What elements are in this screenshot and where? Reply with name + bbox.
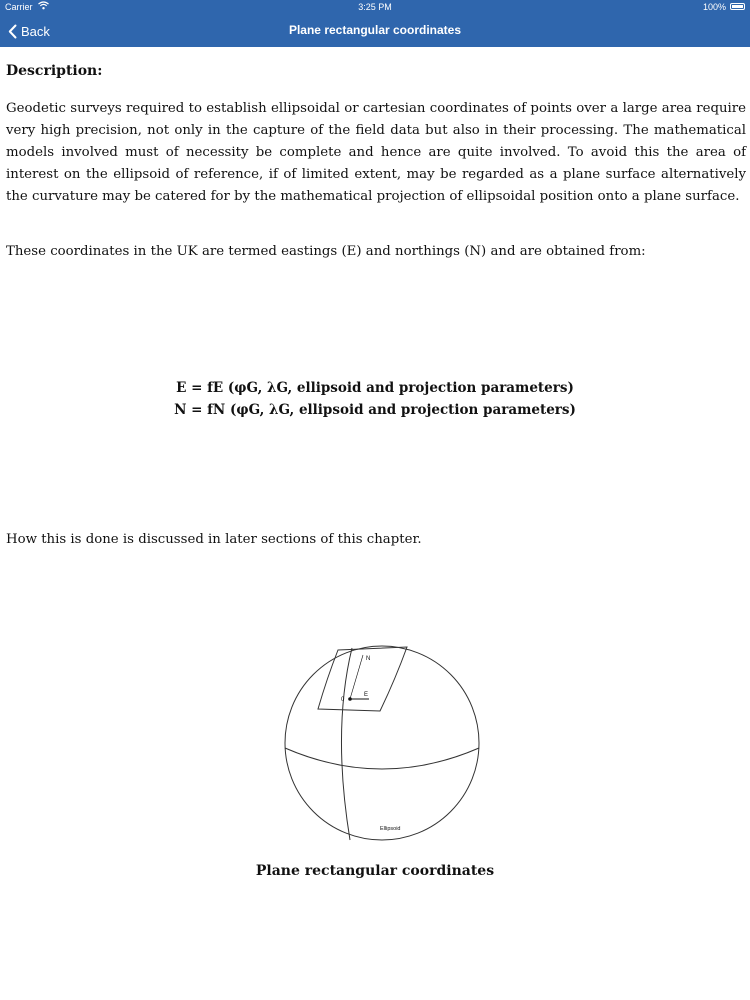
equations-block — [0, 377, 750, 421]
status-bar — [0, 0, 750, 14]
equator-curve — [285, 748, 479, 769]
east-label: E — [364, 692, 369, 698]
page-title: Plane rectangular coordinates — [288, 23, 462, 37]
navigation-bar — [0, 14, 750, 47]
coordinates-paragraph: These coordinates in the UK are termed eastings (E) and northings (N) and are obtained from: — [6, 244, 646, 259]
article-content — [6, 55, 746, 263]
equation-northing: N = fN (φG, λG, ellipsoid and projection parameters) — [174, 402, 576, 418]
description-heading: Description: — [6, 63, 103, 79]
carrier-label: Carrier — [5, 2, 33, 12]
battery-icon — [730, 3, 745, 10]
figure-caption: Plane rectangular coordinates — [255, 863, 495, 879]
north-axis — [350, 655, 363, 699]
north-label: N — [366, 656, 371, 662]
ellipsoid-label: Ellipsoid — [380, 826, 401, 832]
meridian-curve — [341, 648, 352, 840]
back-button-label: Back — [21, 23, 50, 39]
sphere-figure — [280, 640, 485, 849]
origin-label: 0 — [341, 697, 345, 703]
later-sections-paragraph: How this is done is discussed in later sections of this chapter. — [6, 532, 422, 547]
equation-easting: E = fE (φG, λG, ellipsoid and projection parameters) — [176, 380, 574, 396]
sphere-outline — [285, 646, 479, 840]
ellipsoid-diagram — [280, 640, 485, 845]
battery-percent: 100% — [702, 2, 726, 12]
description-paragraph: Geodetic surveys required to establish ellipsoidal or cartesian coordinates of points over a large area require very high precision, not only in the capture of the field data but also in their processing. The mathematical models involved must of necessity be complete and hence are quite involved. To avoid this the area of interest on the ellipsoid of reference, if of limited extent, may be regarded as a plane surface alternatively the curvature may be catered for by the mathematical projection of ellipsoidal position onto a plane surface. — [6, 101, 746, 204]
status-time: 3:25 PM — [358, 2, 392, 12]
